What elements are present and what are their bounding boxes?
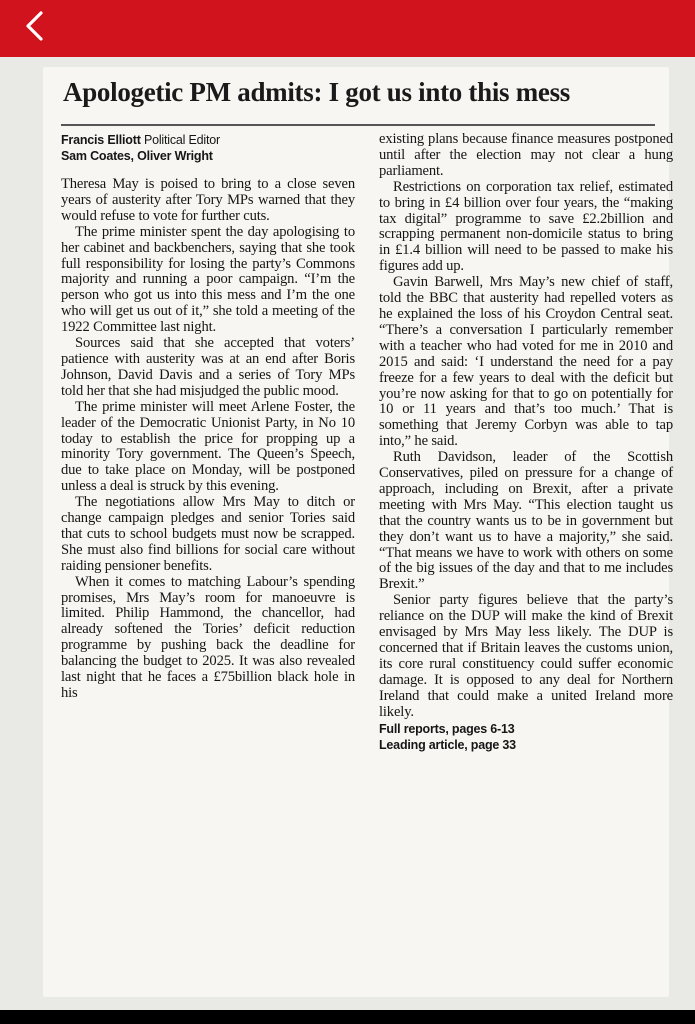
paragraph: When it comes to matching Labour’s spending promises, Mrs May’s room for manoeuvre is limited. Philip Hammond, the chancellor, had already softened the Tories’ deficit reduction programme by pushing back the deadline for balancing the budget to 2025. It was also revealed last night that he faces a £75billion black hole in his	[61, 573, 355, 701]
reference-full-reports: Full reports, pages 6-13	[379, 721, 515, 736]
paragraph: Sources said that she accepted that voters’ patience with austerity was at an end after Boris Johnson, David Davis and a series of Tory MPs told her that she had misjudged the public mood.	[61, 335, 355, 399]
byline	[61, 132, 355, 164]
paragraph: Senior party figures believe that the party’s reliance on the DUP will make the kind of Brexit envisaged by Mrs May less likely. The DUP is concerned that if Britain leaves the customs union, its core rural constituency could suffer economic damage. It is opposed to any deal for Northern Ireland that could make a united Ireland more likely.	[379, 592, 673, 720]
headline-rule	[61, 124, 655, 126]
author-role: Political Editor	[143, 133, 220, 147]
paragraph: The prime minister spent the day apologising to her cabinet and backbenchers, saying that she took full responsibility for losing the party’s Commons majority and running a poor campaign. “I’m the person who got us into this mess and I’m the one who will get us out of it,” she told a meeting of the 1922 Committee last night.	[61, 223, 355, 336]
author-primary: Francis Elliott	[61, 133, 141, 147]
author-secondary: Sam Coates, Oliver Wright	[61, 149, 213, 163]
paragraph: existing plans because finance measures postponed until after the election may not clear a hung parliament.	[379, 131, 673, 179]
bottom-bar	[0, 1010, 695, 1024]
headline: Apologetic PM admits: I got us into this mess	[63, 77, 570, 107]
paragraph: The negotiations allow Mrs May to ditch or change campaign pledges and senior Tories said that cuts to school budgets must now be scrapped. She must also find billions for social care without raiding pensioner benefits.	[61, 494, 355, 574]
left-column	[61, 132, 355, 702]
chevron-left-icon	[23, 10, 45, 42]
paragraph: Gavin Barwell, Mrs May’s new chief of staff, told the BBC that austerity had repelled voters as he explained the loss of his Croydon Central seat. “There’s a conversation I particularly remember with a teacher who had voted for me in 2010 and 2015 and said: ‘I understand the need for a pay freeze for a few years to deal with the deficit but you’re now asking for that to go on potentially for 10 or 11 years and that’s too much.’ That is something that Jeremy Corbyn was able to tap into,” he said.	[379, 274, 673, 450]
back-button[interactable]	[14, 6, 54, 46]
newspaper-clipping	[43, 67, 673, 997]
reference-leading-article: Leading article, page 33	[379, 737, 516, 752]
paragraph: Restrictions on corporation tax relief, estimated to bring in £4 billion over four years, the “making tax digital” programme to save £2.2billion and scrapping permanent non-domicile status to bring in £1.4 billion will need to be passed to make his figures add up.	[379, 178, 673, 275]
top-bar	[0, 0, 695, 57]
right-column	[379, 132, 673, 753]
article-viewer[interactable]	[0, 57, 695, 1010]
paragraph: Ruth Davidson, leader of the Scottish Conservatives, piled on pressure for a change of approach, including on Brexit, after a private meeting with Mrs May. “This election taught us that the country wants us to be in government but they don’t want us to have a majority,” she said. “That means we have to work with others on some of the big issues of the day and that to me includes Brexit.”	[379, 449, 673, 593]
paragraph: Theresa May is poised to bring to a close seven years of austerity after Tory MPs warned that they would refuse to vote for further cuts.	[61, 176, 355, 224]
paragraph: The prime minister will meet Arlene Foster, the leader of the Democratic Unionist Party, in No 10 today to establish the price for propping up a minority Tory government. The Queen’s Speech, due to take place on Monday, will be postponed unless a deal is struck by this evening.	[61, 398, 355, 495]
